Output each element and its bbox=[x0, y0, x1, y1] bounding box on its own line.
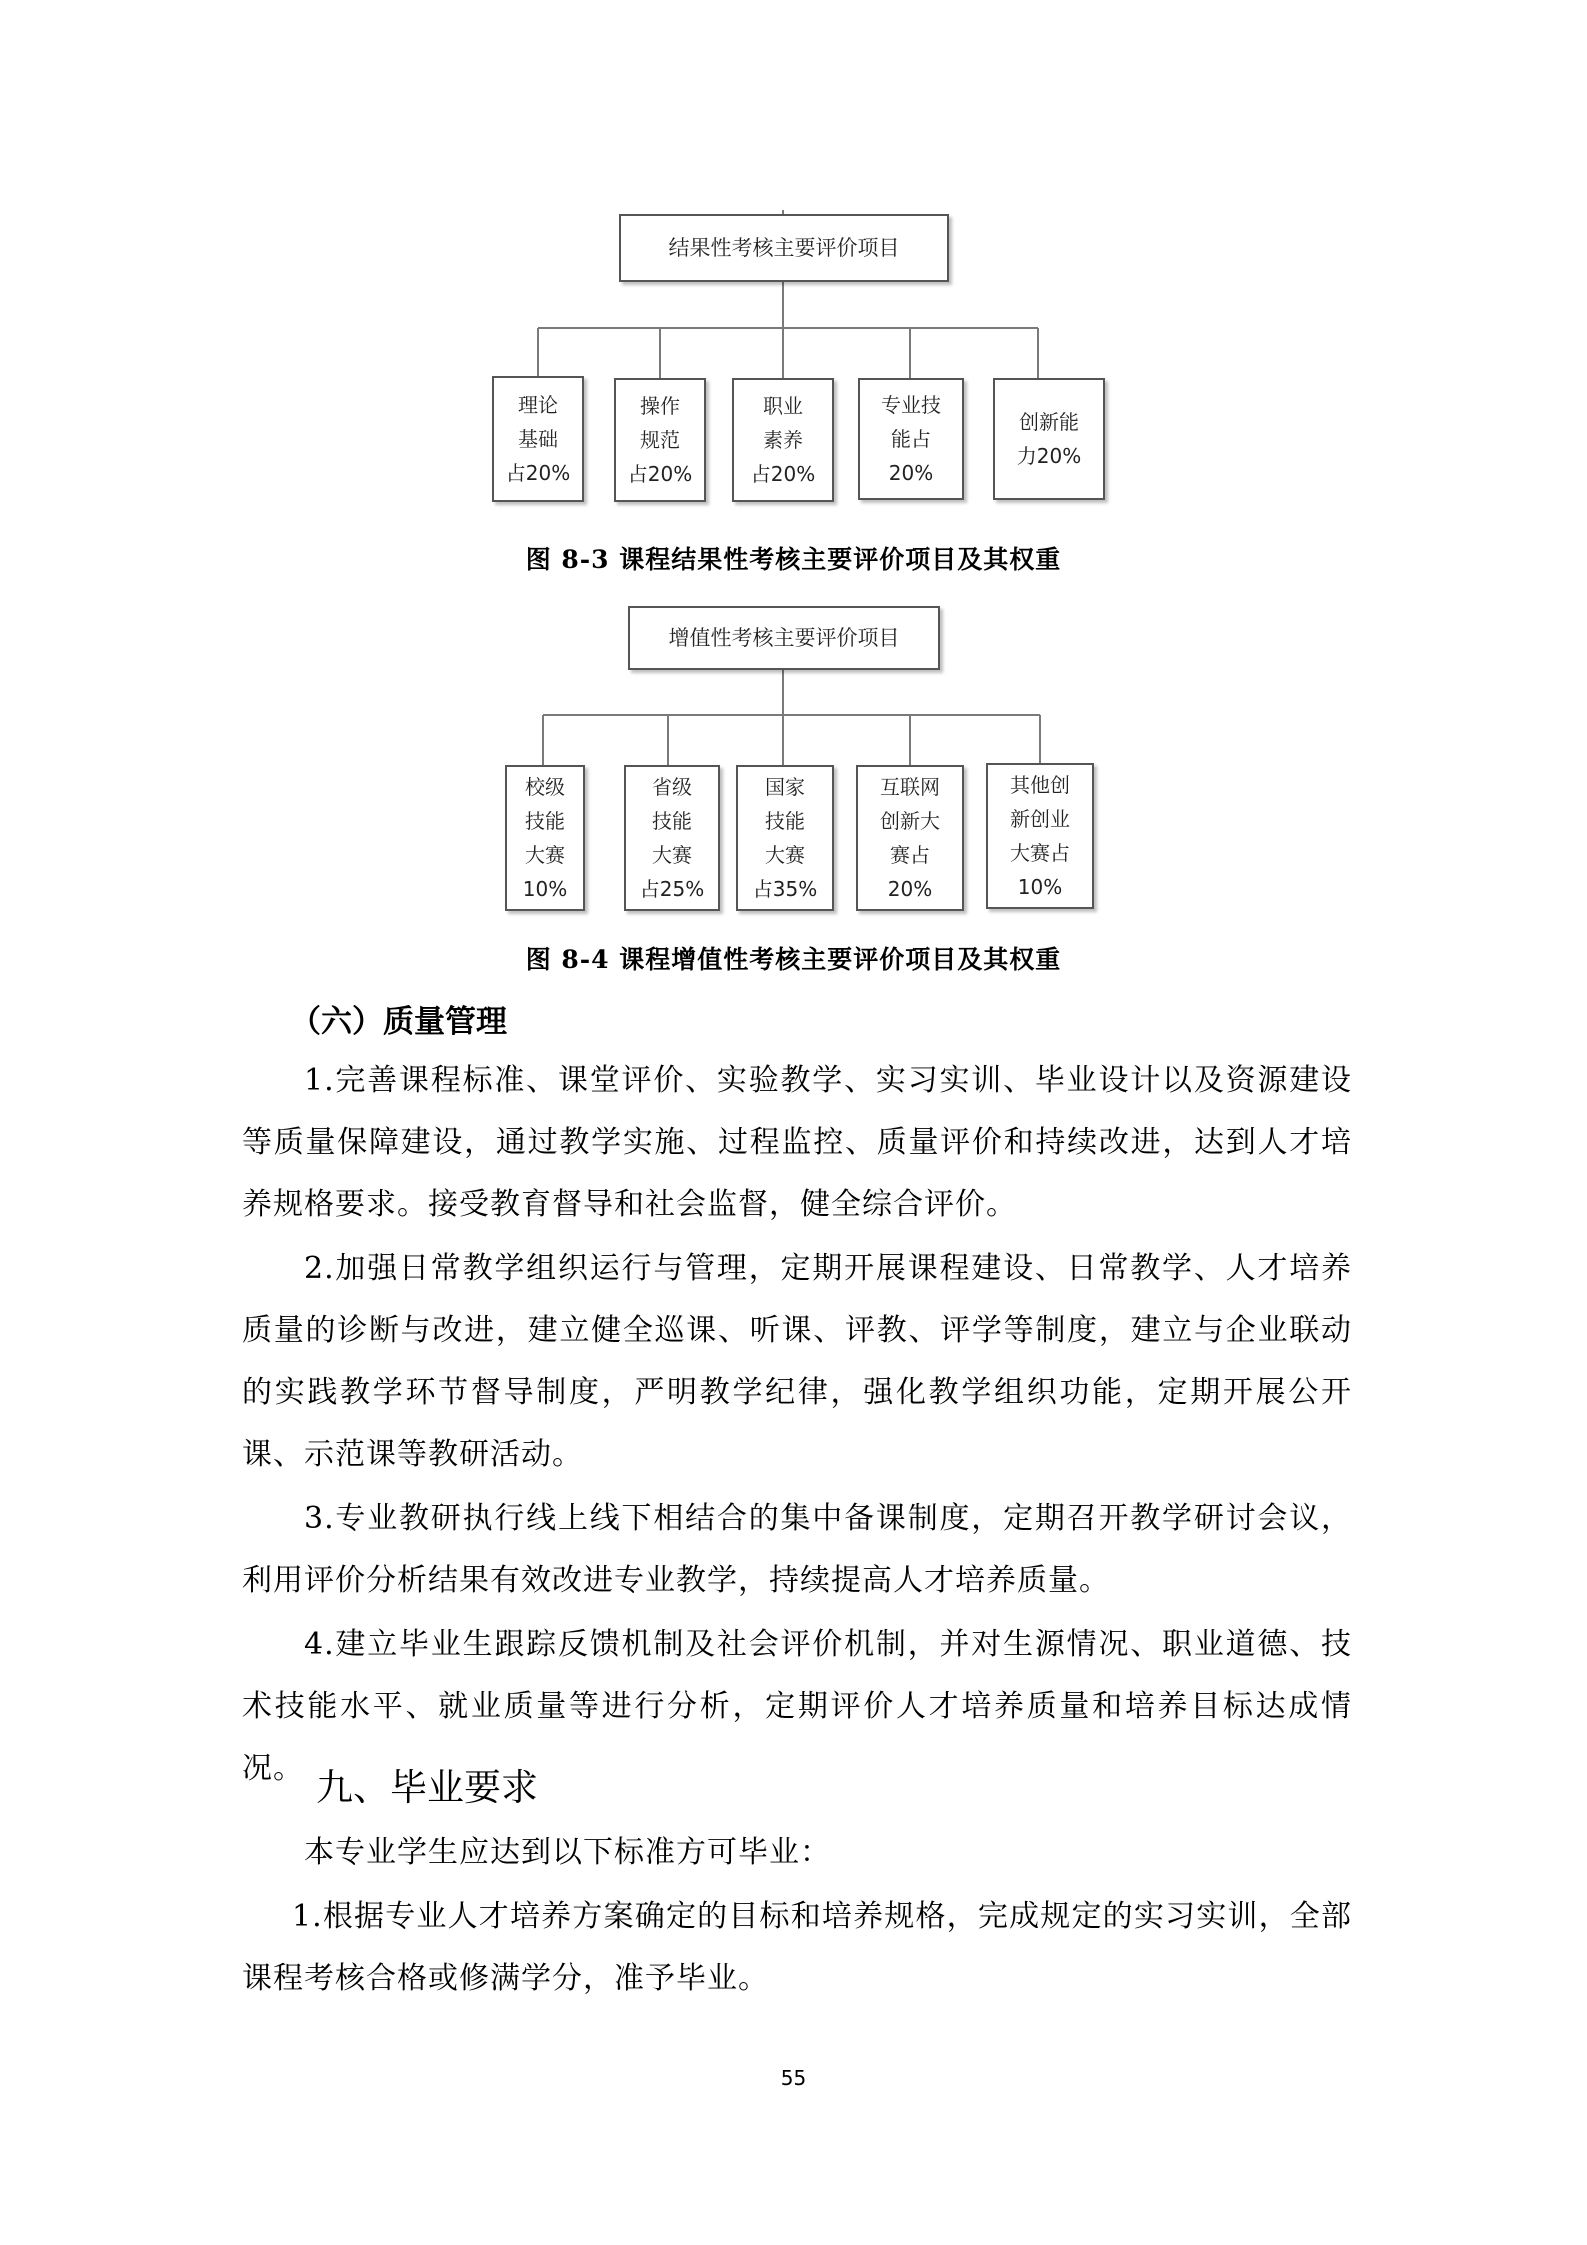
fig3-node-innovation: 创新能 力20% bbox=[993, 378, 1105, 500]
section-6-paragraph-1: 1.完善课程标准、课堂评价、实验教学、实习实训、毕业设计以及资源建设等质量保障建设，通过教学实施、过程监控、质量评价和持续改进，达到人才培养规格要求。接受教育督导和社会监督，健全综合评价。 bbox=[242, 1063, 1352, 1222]
fig4-node-school-contest: 校级 技能 大赛 10% bbox=[505, 765, 585, 911]
section-6-paragraph-3: 3.专业教研执行线上线下相结合的集中备课制度，定期召开教学研讨会议，利用评价分析结果有效改进专业教学，持续提高人才培养质量。 bbox=[242, 1501, 1352, 1598]
fig4-node-internet-contest: 互联网 创新大 赛占 20% bbox=[856, 765, 964, 911]
fig3-node-professionalism: 职业 素养 占20% bbox=[732, 378, 834, 502]
section-6-paragraph-2: 2.加强日常教学组织运行与管理，定期开展课程建设、日常教学、人才培养质量的诊断与改进，建立健全巡课、听课、评教、评学等制度，建立与企业联动的实践教学环节督导制度，严明教学纪律，强化教学组织功能，定期开展公开课、示范课等教研活动。 bbox=[242, 1251, 1352, 1472]
section-6-heading: （六）质量管理 bbox=[290, 1004, 507, 1040]
fig3-root-node: 结果性考核主要评价项目 bbox=[619, 214, 949, 282]
fig3-node-operation: 操作 规范 占20% bbox=[614, 378, 706, 502]
page-number: 55 bbox=[780, 2066, 807, 2090]
fig4-node-other-contest: 其他创 新创业 大赛占 10% bbox=[986, 763, 1094, 909]
section-9-paragraph-1: 1.根据专业人才培养方案确定的目标和培养规格，完成规定的实习实训，全部课程考核合格或修满学分，准予毕业。 bbox=[242, 1899, 1352, 1996]
section-9-heading: 九、毕业要求 bbox=[316, 1766, 538, 1809]
section-6-paragraph-4: 4.建立毕业生跟踪反馈机制及社会评价机制，并对生源情况、职业道德、技术技能水平、就业质量等进行分析，定期评价人才培养质量和培养目标达成情况。 bbox=[242, 1627, 1352, 1786]
figure-8-3-caption: 图 8-3 课程结果性考核主要评价项目及其权重 bbox=[525, 545, 1062, 574]
fig4-root-node: 增值性考核主要评价项目 bbox=[628, 606, 940, 670]
fig3-node-theory: 理论 基础 占20% bbox=[492, 376, 584, 502]
fig3-node-skills: 专业技 能占 20% bbox=[858, 378, 964, 500]
figure-8-4-caption: 图 8-4 课程增值性考核主要评价项目及其权重 bbox=[525, 945, 1062, 974]
fig4-node-national-contest: 国家 技能 大赛 占35% bbox=[736, 765, 834, 911]
fig4-node-province-contest: 省级 技能 大赛 占25% bbox=[624, 765, 720, 911]
section-9-intro: 本专业学生应达到以下标准方可毕业： bbox=[304, 1835, 831, 1870]
